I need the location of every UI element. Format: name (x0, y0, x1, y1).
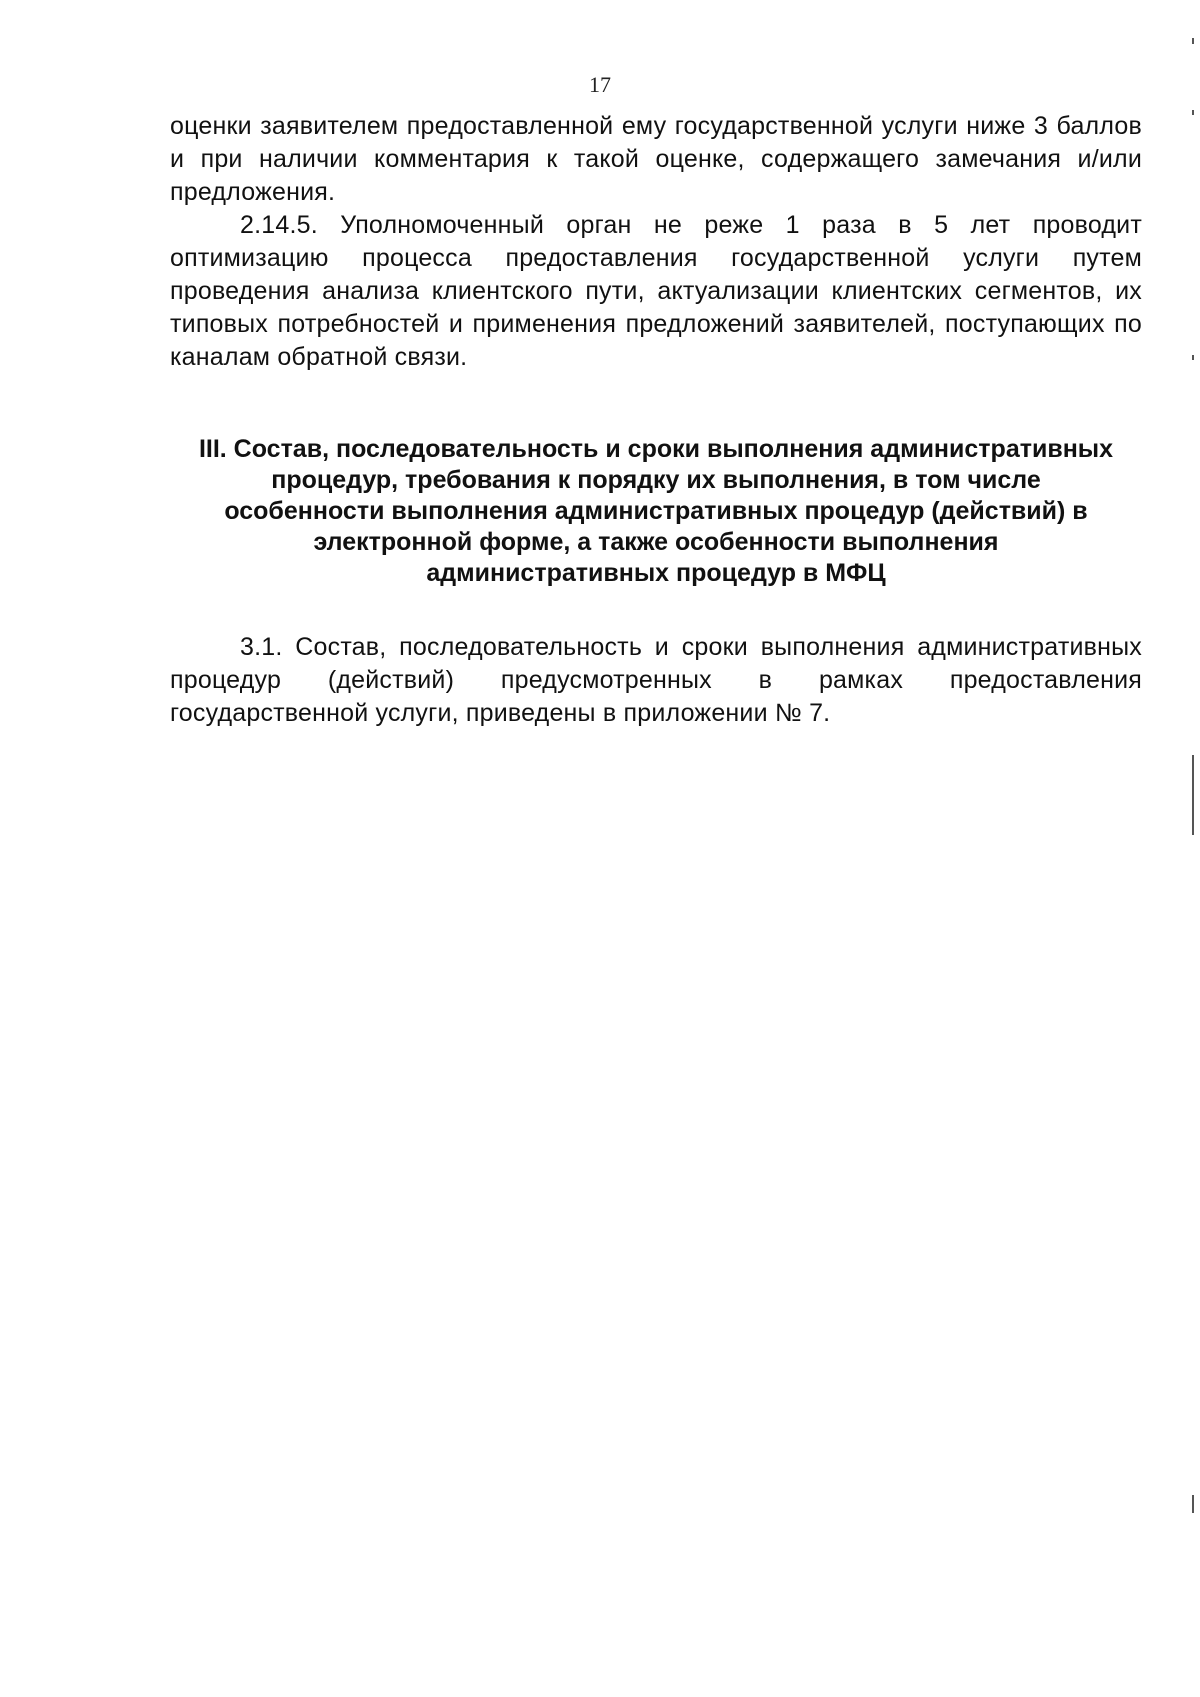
scan-mark (1192, 1495, 1194, 1513)
scan-mark (1192, 355, 1194, 360)
paragraph-2-14-5: 2.14.5. Уполномоченный орган не реже 1 раза в 5 лет проводит оптимизацию процесса предоставления государственной услуги путем проведения анализа клиентского пути, актуализации клиентских сегментов, их типовых потребностей и применения предложений заявителей, поступающих по каналам обратной связи. (170, 211, 1142, 371)
paragraph-3-1: 3.1. Состав, последовательность и сроки выполнения административных процедур (действий) предусмотренных в рамках предоставления государственной услуги, приведены в приложении № 7. (170, 633, 1142, 727)
scan-mark (1192, 110, 1194, 115)
section-body (170, 631, 1142, 730)
section-heading: III. Состав, последовательность и сроки выполнения административных процедур, требования к порядку их выполнения, в том числе особенности выполнения административных процедур (действий) в электронной форме, а также особенности выполнения административных процедур в МФЦ (198, 435, 1114, 587)
page-number: 17 (589, 72, 611, 97)
scan-mark (1192, 755, 1194, 835)
paragraph-continuation: оценки заявителем предоставленной ему государственной услуги ниже 3 баллов и при наличии комментария к такой оценке, содержащего замечания и/или предложения. (170, 112, 1142, 206)
scan-margin-marks (1186, 0, 1200, 1697)
page-content (170, 110, 1142, 730)
scan-mark (1192, 38, 1194, 44)
